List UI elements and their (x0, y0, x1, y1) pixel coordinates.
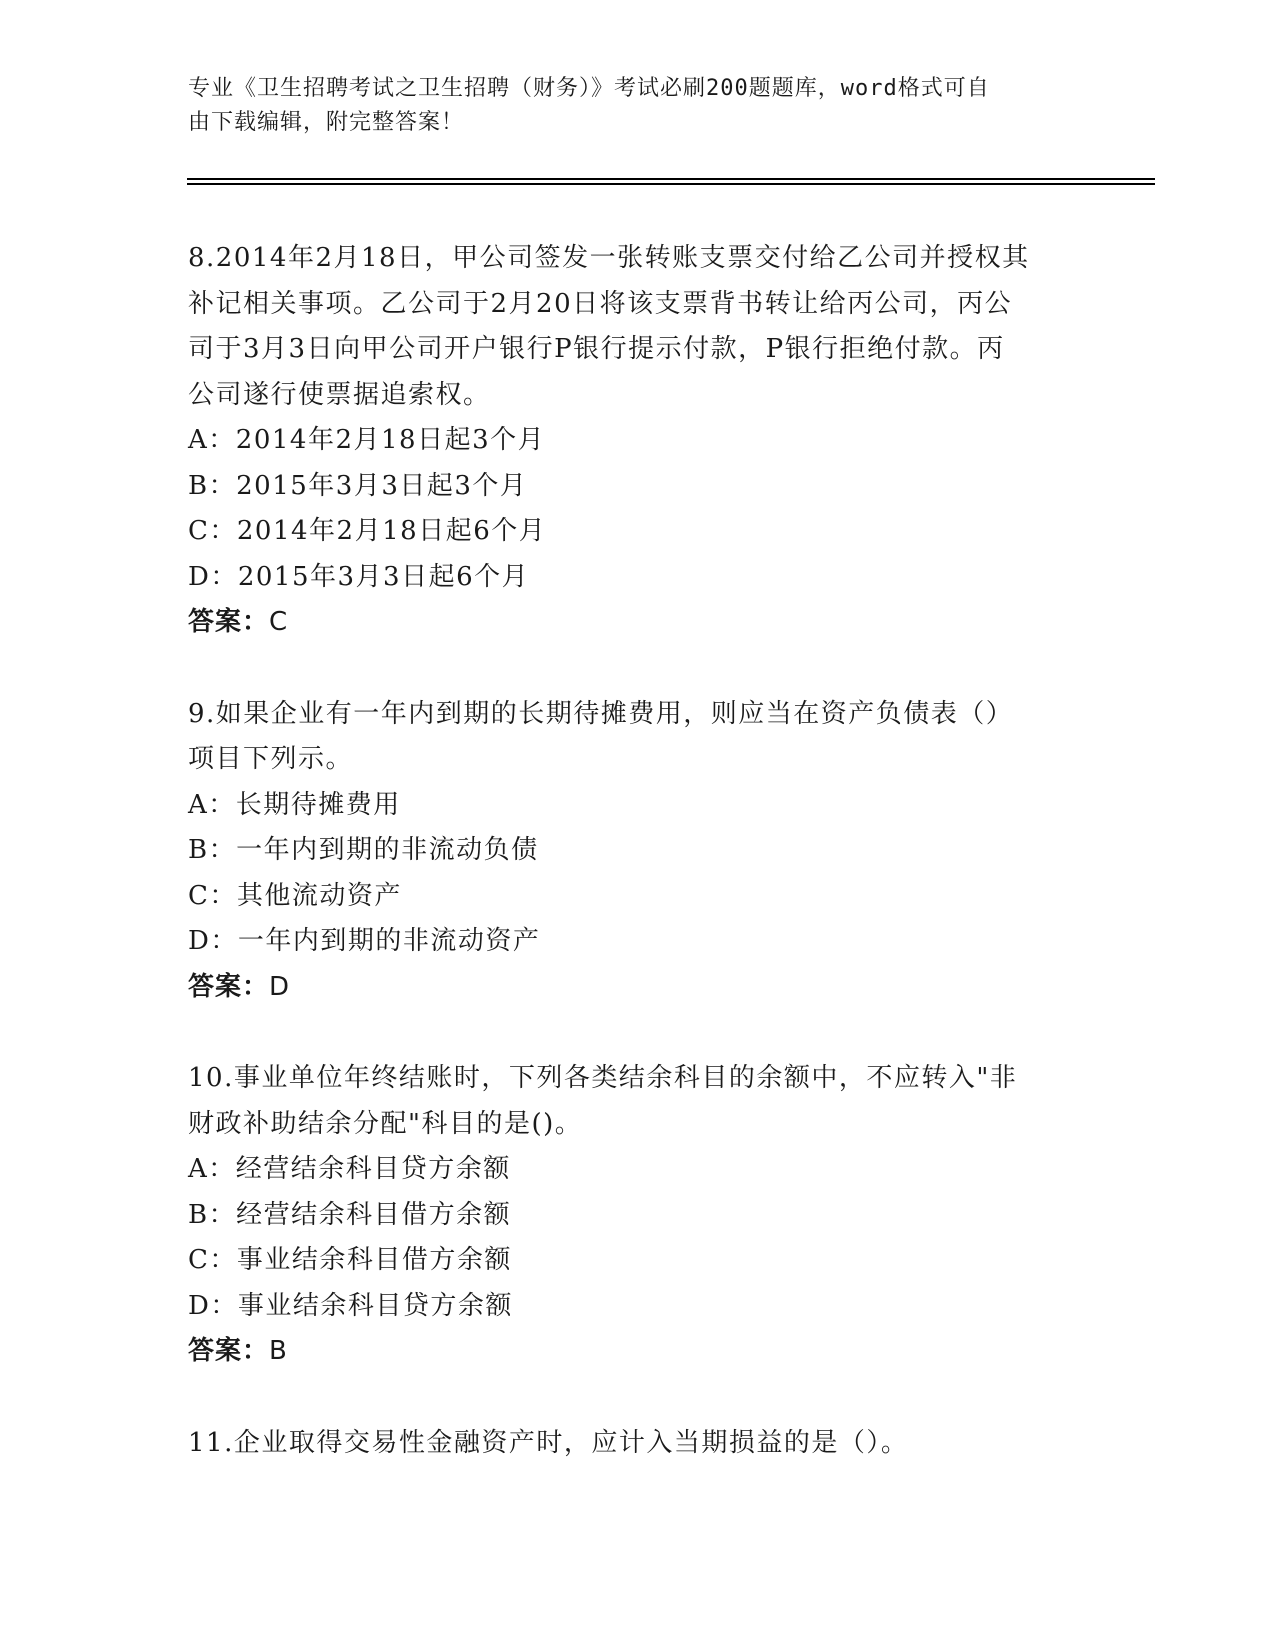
answer-value: B (269, 1336, 288, 1366)
option-c: C：事业结余科目借方余额 (188, 1245, 512, 1275)
answer-label: 答案： (188, 971, 270, 1002)
answer-label: 答案： (188, 607, 270, 637)
question-text: 11.企业取得交易性金融资产时，应计入当期损益的是（）。 (188, 1427, 909, 1458)
question-text: 9.如果企业有一年内到期的长期待摊费用，则应当在资产负债表（） (188, 698, 1014, 729)
option-b: B：2015年3月3日起3个月 (188, 470, 528, 501)
option-d: D：一年内到期的非流动资产 (188, 926, 541, 956)
question-text: 项目下列示。 (188, 744, 354, 774)
option-a: A：经营结余科目贷方余额 (188, 1154, 511, 1184)
question-item (188, 1056, 1088, 1375)
question-text: 财政补助结余分配"科目的是()。 (188, 1108, 583, 1139)
answer-value: C (269, 607, 289, 637)
question-item (188, 1421, 1088, 1467)
question-item (188, 692, 1088, 1011)
answer-label: 答案： (188, 1336, 270, 1366)
header-line: 由下载编辑，附完整答案！ (188, 110, 465, 135)
answer (188, 965, 1088, 1011)
question-item (188, 236, 1088, 646)
answer (188, 600, 1088, 646)
option-d: D：事业结余科目贷方余额 (188, 1290, 513, 1321)
option-b: B：经营结余科目借方余额 (188, 1199, 512, 1230)
header-divider (187, 183, 1155, 185)
document-header (188, 72, 1088, 140)
question-text: 10.事业单位年终结账时，下列各类结余科目的余额中，不应转入"非 (188, 1063, 1018, 1093)
answer-value: D (269, 971, 291, 1002)
option-a: A：长期待摊费用 (188, 789, 401, 820)
option-a: A：2014年2月18日起3个月 (188, 425, 546, 455)
option-d: D：2015年3月3日起6个月 (188, 561, 530, 592)
option-c: C：其他流动资产 (188, 880, 402, 911)
question-list (188, 236, 1088, 1512)
header-divider (187, 178, 1155, 180)
header-line: 专业《卫生招聘考试之卫生招聘（财务）》考试必刷200题题库，word格式可自 (188, 76, 990, 101)
question-text: 补记相关事项。乙公司于2月20日将该支票背书转让给丙公司，丙公 (188, 288, 1013, 319)
option-b: B：一年内到期的非流动负债 (188, 835, 539, 865)
option-c: C：2014年2月18日起6个月 (188, 516, 547, 546)
answer (188, 1329, 1088, 1375)
question-text: 司于3月3日向甲公司开户银行P银行提示付款，P银行拒绝付款。丙 (188, 334, 1005, 364)
question-text: 公司遂行使票据追索权。 (188, 379, 491, 410)
question-text: 8.2014年2月18日，甲公司签发一张转账支票交付给乙公司并授权其 (188, 243, 1030, 273)
